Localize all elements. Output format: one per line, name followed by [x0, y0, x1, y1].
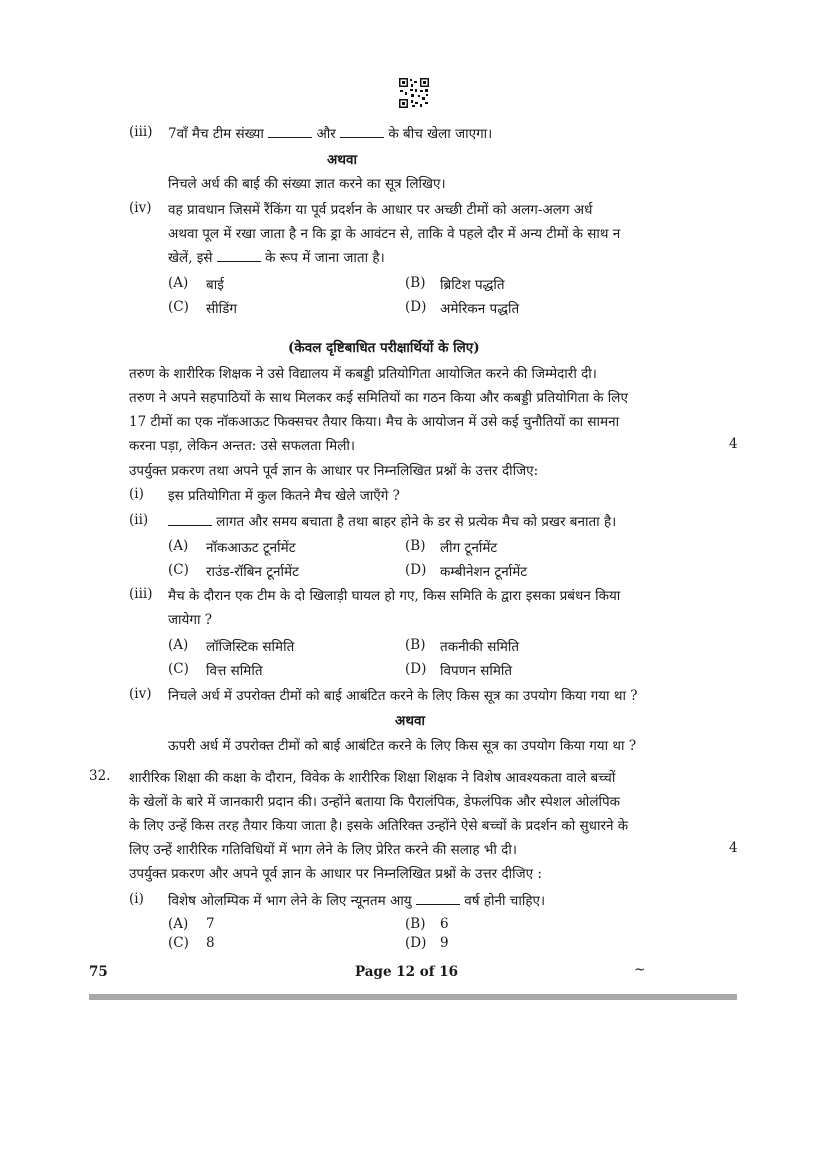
q32-para-line: लिए उन्हें शारीरिक गतिविधियों में भाग लेने के लिए प्रेरित करने की सलाह भी दी। [129, 842, 517, 858]
option-text: विपणन समिति [440, 663, 513, 679]
option-key: (C) [168, 299, 189, 315]
option-text: 6 [440, 916, 449, 932]
option-text: लीग टूर्नामेंट [440, 540, 498, 556]
vi-i-number: (i) [129, 486, 144, 502]
vi-iii-line2: जायेगा ? [168, 612, 212, 628]
option-key: (B) [405, 538, 426, 554]
option-key: (A) [168, 275, 189, 291]
option-text: 8 [206, 935, 215, 951]
q31-iii-text [168, 124, 492, 142]
footer-mark: ~ [634, 962, 646, 978]
option-key: (A) [168, 538, 189, 554]
footer-divider [89, 994, 737, 1000]
q31-iii-mid: और [316, 126, 336, 142]
option-key: (B) [405, 275, 426, 291]
paper-code: 75 [89, 964, 108, 980]
q31-iv-line2: अथवा पूल में रखा जाता है न कि ड्रा के आवंटन से, ताकि वे पहले दौर में अन्य टीमों के साथ न [168, 226, 621, 242]
vi-para-line: तरुण के शारीरिक शिक्षक ने उसे विद्यालय में कबड्डी प्रतियोगिता आयोजित करने की जिम्मेदारी दी। [129, 366, 597, 382]
vi-iv-number: (iv) [129, 686, 152, 702]
q32-para-line: शारीरिक शिक्षा की कक्षा के दौरान, विवेक के शारीरिक शिक्षा शिक्षक ने विशेष आवश्यकता वाले बच्चों [129, 770, 616, 786]
vi-iii-line1: मैच के दौरान एक टीम के दो खिलाड़ी घायल हो गए, किस समिति के द्वारा इसका प्रबंधन किया [168, 588, 621, 604]
option-text: वित्त समिति [206, 663, 263, 679]
marks: 4 [729, 840, 738, 856]
option-key: (D) [405, 299, 427, 315]
vi-instruction: उपर्युक्त प्रकरण तथा अपने पूर्व ज्ञान के आधार पर निम्नलिखित प्रश्नों के उत्तर दीजिए: [129, 463, 539, 479]
option-key: (C) [168, 935, 189, 951]
qr-code [398, 77, 430, 109]
option-text: सीडिंग [206, 301, 237, 317]
vi-para-line: करना पड़ा, लेकिन अन्तत: उसे सफलता मिली। [129, 438, 355, 454]
option-text: तकनीकी समिति [440, 639, 520, 655]
answer-blank [168, 514, 212, 526]
q31-iii-post: के बीच खेला जाएगा। [388, 126, 493, 142]
q31-iv-number: (iv) [129, 200, 152, 216]
option-text: कम्बीनेशन टूर्नामेंट [440, 564, 528, 580]
q31-iv-line3-pre: खेलें, इसे [168, 250, 213, 266]
option-text: बाई [206, 277, 224, 293]
vi-section-heading: (केवल दृष्टिबाधित परीक्षार्थियों के लिए) [288, 340, 480, 356]
q31-iv-line1: वह प्रावधान जिसमें रैंकिंग या पूर्व प्रदर्शन के आधार पर अच्छी टीमों को अलग-अलग अर्ध [168, 202, 593, 218]
option-key: (B) [405, 916, 426, 932]
option-key: (D) [405, 935, 427, 951]
page-number: Page 12 of 16 [355, 964, 459, 980]
option-key: (A) [168, 916, 189, 932]
option-key: (C) [168, 661, 189, 677]
vi-ii-number: (ii) [129, 512, 149, 528]
vi-para-line: 17 टीमों का एक नॉकआऊट फिक्सचर तैयार किया। मैच के आयोजन में उसे कई चुनौतियों का सामना [129, 414, 620, 430]
vi-ii-text: लागत और समय बचाता है तथा बाहर होने के डर से प्रत्येक मैच को प्रखर बनाता है। [216, 514, 617, 530]
or-heading: अथवा [395, 713, 425, 729]
q32-number: 32. [89, 768, 111, 784]
answer-blank [217, 250, 261, 262]
q32-i-pre: विशेष ओलम्पिक में भाग लेने के लिए न्यूनतम आयु [168, 893, 412, 909]
answer-blank [340, 126, 384, 138]
q31-iv-line3 [168, 248, 385, 266]
option-key: (D) [405, 661, 427, 677]
vi-iii-number: (iii) [129, 586, 153, 602]
q32-para-line: के लिए उन्हें किस तरह तैयार किया जाता है। इसके अतिरिक्त उन्होंने ऐसे बच्चों के प्रदर्शन को सुधारने के [129, 818, 629, 834]
q32-para-line: के खेलों के बारे में जानकारी प्रदान की। उन्होंने बताया कि पैरालंपिक, डेफलंपिक और स्पेशल ओलंपिक [129, 794, 621, 810]
q32-i-text [168, 891, 545, 909]
answer-blank [268, 126, 312, 138]
option-text: 7 [206, 916, 215, 932]
option-key: (B) [405, 637, 426, 653]
option-key: (A) [168, 637, 189, 653]
option-text: राउंड-रॉबिन टूर्नामेंट [206, 564, 299, 580]
option-text: अमेरिकन पद्धति [440, 301, 520, 317]
answer-blank [416, 893, 460, 905]
vi-ii-text-line [168, 512, 616, 530]
option-text: 9 [440, 935, 449, 951]
option-key: (D) [405, 562, 427, 578]
marks: 4 [729, 436, 738, 452]
q31-iii-number: (iii) [129, 124, 153, 140]
q31-iv-line3-post: के रूप में जाना जाता है। [265, 250, 385, 266]
or-heading: अथवा [327, 152, 357, 168]
option-text: लॉजिस्टिक समिति [206, 639, 295, 655]
option-text: नॉकआऊट टूर्नामेंट [206, 540, 296, 556]
q31-or-text: निचले अर्ध की बाई की संख्या ज्ञात करने का सूत्र लिखिए। [168, 176, 446, 192]
q32-i-number: (i) [129, 891, 144, 907]
vi-or-text: ऊपरी अर्ध में उपरोक्त टीमों को बाई आबंटित करने के लिए किस सूत्र का उपयोग किया गया था ? [168, 738, 637, 754]
q32-i-post: वर्ष होनी चाहिए। [464, 893, 546, 909]
option-key: (C) [168, 562, 189, 578]
q32-instruction: उपर्युक्त प्रकरण और अपने पूर्व ज्ञान के आधार पर निम्नलिखित प्रश्नों के उत्तर दीजिए : [129, 866, 542, 882]
vi-i-text: इस प्रतियोगिता में कुल कितने मैच खेले जाएँगे ? [168, 488, 400, 504]
vi-iv-text: निचले अर्ध में उपरोक्त टीमों को बाई आबंटित करने के लिए किस सूत्र का उपयोग किया गया था ? [168, 688, 638, 704]
vi-para-line: तरुण ने अपने सहपाठियों के साथ मिलकर कई समितियों का गठन किया और कबड्डी प्रतियोगिता के लिए [129, 390, 628, 406]
option-text: ब्रिटिश पद्धति [440, 277, 505, 293]
q31-iii-pre: 7वाँ मैच टीम संख्या [168, 126, 264, 142]
